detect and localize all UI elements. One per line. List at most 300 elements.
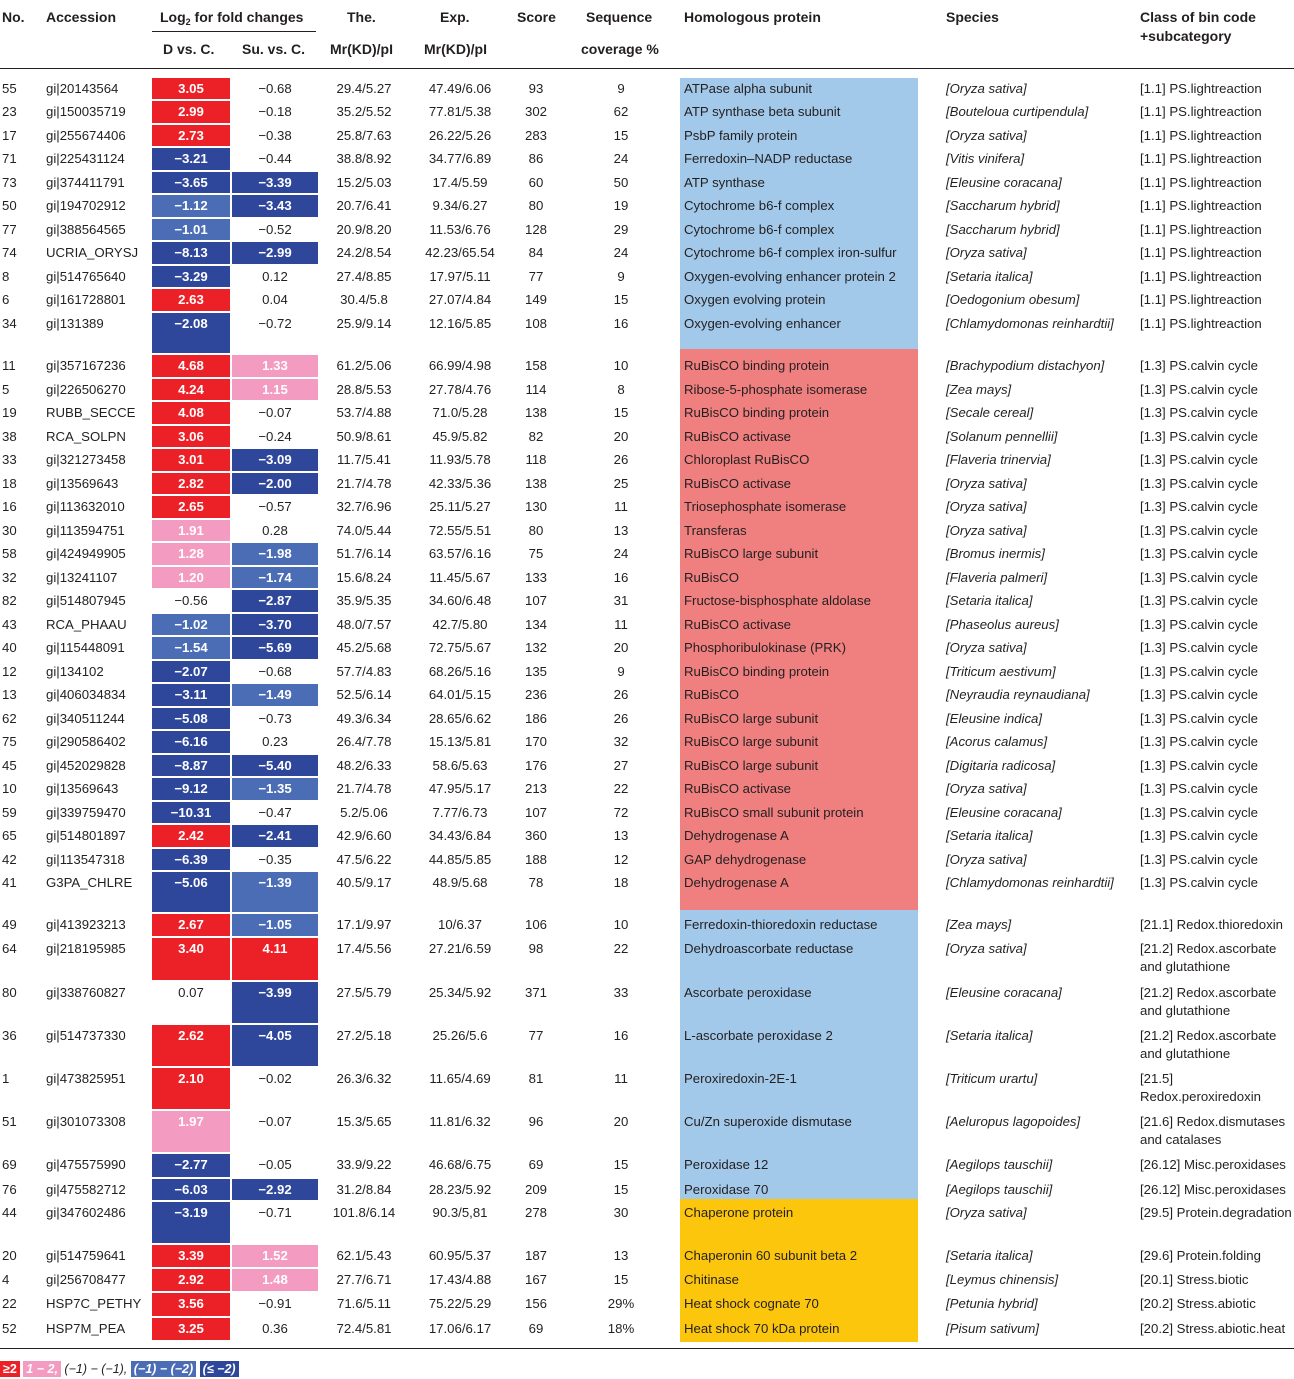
cell-cls: [1.1] PS.lightreaction <box>1140 316 1262 331</box>
cell-exp: 17.43/4.88 <box>428 1272 492 1287</box>
cell-no: 43 <box>2 617 17 632</box>
cell-d: −3.11 <box>152 684 230 706</box>
cell-cov: 15 <box>613 405 629 420</box>
cell-d: −3.65 <box>152 172 230 193</box>
cell-species: [Zea mays] <box>946 917 1012 932</box>
cell-species: [Bromus inermis] <box>946 546 1045 561</box>
cell-s: 0.28 <box>262 523 288 538</box>
cell-no: 19 <box>2 405 17 420</box>
cell-s: −0.38 <box>258 128 292 143</box>
cell-acc: HSP7C_PETHY <box>46 1296 142 1311</box>
cell-cls: [21.1] Redox.thioredoxin <box>1140 917 1283 932</box>
header-exp: Exp. <box>440 9 470 25</box>
cell-cls: [1.3] PS.calvin cycle <box>1140 711 1259 726</box>
cell-d: 1.28 <box>152 543 230 565</box>
cell-species: [Eleusine indica] <box>946 711 1043 726</box>
cell-exp: 72.75/5.67 <box>428 640 492 655</box>
cell-acc: gi|514759641 <box>46 1248 126 1263</box>
cell-cov: 15 <box>613 292 629 307</box>
cell-acc: gi|20143564 <box>46 81 119 96</box>
cell-cov: 62 <box>613 104 629 119</box>
cell-acc: gi|226506270 <box>46 382 126 397</box>
cell-no: 45 <box>2 758 17 773</box>
cell-score: 236 <box>524 687 547 702</box>
cell-protein: PsbP family protein <box>684 128 798 143</box>
cell-species: [Bouteloua curtipendula] <box>946 104 1089 119</box>
cell-exp: 75.22/5.29 <box>428 1296 492 1311</box>
cell-exp: 34.43/6.84 <box>428 828 492 843</box>
cell-species: [Triticum urartu] <box>946 1071 1038 1086</box>
cell-score: 93 <box>528 81 544 96</box>
cell-protein: RuBisCO activase <box>684 617 792 632</box>
cell-cov: 10 <box>613 917 629 932</box>
cell-d: 2.65 <box>152 496 230 518</box>
cell-s: −5.69 <box>232 637 318 659</box>
cell-protein: Ferredoxin–NADP reductase <box>684 151 853 166</box>
cell-score: 138 <box>524 405 547 420</box>
cell-protein: Fructose-bisphosphate aldolase <box>684 593 871 608</box>
cell-d: 2.10 <box>152 1068 230 1109</box>
cell-protein: Peroxidase 12 <box>684 1157 769 1172</box>
cell-exp: 66.99/4.98 <box>428 358 492 373</box>
cell-s: −1.98 <box>232 543 318 565</box>
cell-acc: gi|218195985 <box>46 941 126 956</box>
cell-cls: [1.3] PS.calvin cycle <box>1140 781 1259 796</box>
cell-score: 82 <box>528 429 544 444</box>
cell-cls: [1.3] PS.calvin cycle <box>1140 640 1259 655</box>
cell-species: [Chlamydomonas reinhardtii] <box>946 316 1114 331</box>
cell-species: [Setaria italica] <box>946 828 1033 843</box>
header-the-mr: Mr(KD)/pI <box>330 41 393 57</box>
cell-acc: gi|514737330 <box>46 1028 126 1043</box>
cell-s: −0.02 <box>258 1071 292 1086</box>
cell-the: 17.1/9.97 <box>336 917 392 932</box>
cell-exp: 47.95/5.17 <box>428 781 492 796</box>
cell-acc: gi|113547318 <box>46 852 125 867</box>
cell-cls: [1.1] PS.lightreaction <box>1140 198 1262 213</box>
cell-exp: 63.57/6.16 <box>428 546 492 561</box>
cell-score: 108 <box>524 316 547 331</box>
cell-no: 18 <box>2 476 17 491</box>
cell-the: 21.7/4.78 <box>336 476 392 491</box>
cell-s: −3.99 <box>232 982 318 1023</box>
cell-no: 20 <box>2 1248 17 1263</box>
cell-cov: 31 <box>613 593 629 608</box>
cell-s: −2.00 <box>232 473 318 494</box>
cell-d: −2.77 <box>152 1154 230 1177</box>
header-homologous: Homologous protein <box>684 9 821 25</box>
cell-cls: [1.1] PS.lightreaction <box>1140 245 1262 260</box>
cell-no: 82 <box>2 593 17 608</box>
cell-protein: RuBisCO large subunit <box>684 734 819 749</box>
cell-cls: [1.3] PS.calvin cycle <box>1140 734 1259 749</box>
cell-cov: 27 <box>613 758 629 773</box>
header-subcategory: +subcategory <box>1140 28 1232 44</box>
cell-s: −1.05 <box>232 914 318 936</box>
cell-no: 40 <box>2 640 17 655</box>
cell-cov: 18 <box>613 875 629 890</box>
cell-d: 2.92 <box>152 1269 230 1291</box>
header-score: Score <box>517 9 556 25</box>
cell-no: 65 <box>2 828 17 843</box>
cell-protein: Cytochrome b6-f complex <box>684 222 835 237</box>
cell-the: 53.7/4.88 <box>336 405 392 420</box>
cell-exp: 10/6.37 <box>438 917 482 932</box>
cell-d: −1.12 <box>152 195 230 217</box>
cell-d: −8.87 <box>152 755 230 776</box>
cell-d: 2.99 <box>152 101 230 123</box>
cell-cov: 26 <box>613 452 629 467</box>
cell-cov: 10 <box>613 358 629 373</box>
cell-species: [Neyraudia reynaudiana] <box>946 687 1090 702</box>
cell-acc: G3PA_CHLRE <box>46 875 133 890</box>
cell-species: [Oryza sativa] <box>946 781 1027 796</box>
cell-score: 167 <box>524 1272 547 1287</box>
cell-the: 15.3/5.65 <box>336 1114 392 1129</box>
cell-acc: gi|340511244 <box>46 711 125 726</box>
cell-acc: gi|338760827 <box>46 985 126 1000</box>
cell-cls: [1.1] PS.lightreaction <box>1140 104 1262 119</box>
cell-cov: 24 <box>613 151 629 166</box>
cell-cls: [1.3] PS.calvin cycle <box>1140 875 1259 890</box>
cell-acc: UCRIA_ORYSJ <box>46 245 139 260</box>
cell-cov: 20 <box>613 429 629 444</box>
cell-no: 55 <box>2 81 17 96</box>
cell-protein: Phosphoribulokinase (PRK) <box>684 640 846 655</box>
cell-protein: GAP dehydrogenase <box>684 852 807 867</box>
cell-cls: [1.3] PS.calvin cycle <box>1140 805 1259 820</box>
cell-d: −5.08 <box>152 708 230 729</box>
cell-acc: gi|301073308 <box>46 1114 126 1129</box>
cell-cls: [1.3] PS.calvin cycle <box>1140 664 1259 679</box>
cell-cov: 9 <box>617 81 625 96</box>
cell-no: 36 <box>2 1028 17 1043</box>
cell-cov: 13 <box>613 523 629 538</box>
cell-s: −0.35 <box>258 852 292 867</box>
cell-protein: Chloroplast RuBisCO <box>684 452 810 467</box>
cell-exp: 11.53/6.76 <box>429 222 491 237</box>
cell-score: 134 <box>524 617 547 632</box>
cell-d: −0.56 <box>174 593 208 608</box>
header-log2: Log$_2$ for fold changes <box>160 9 304 27</box>
cell-exp: 44.85/5.85 <box>428 852 492 867</box>
cell-score: 135 <box>524 664 547 679</box>
cell-cls: [1.1] PS.lightreaction <box>1140 269 1262 284</box>
cell-the: 71.6/5.11 <box>336 1296 392 1311</box>
cell-protein: RuBisCO <box>684 687 739 702</box>
cell-no: 71 <box>2 151 17 166</box>
header-su-vs-c: Su. vs. C. <box>242 41 306 57</box>
cell-cls: [1.3] PS.calvin cycle <box>1140 382 1259 397</box>
cell-s: −0.47 <box>258 805 292 820</box>
cell-exp: 11.45/5.67 <box>429 570 491 585</box>
cell-protein: Transferas <box>684 523 747 538</box>
cell-no: 44 <box>2 1205 17 1220</box>
cell-acc: gi|475575990 <box>46 1157 126 1172</box>
cell-score: 80 <box>528 523 544 538</box>
cell-score: 176 <box>524 758 547 773</box>
cell-acc: gi|290586402 <box>46 734 126 749</box>
cell-species: [Phaseolus aureus] <box>946 617 1059 632</box>
cell-protein: Triosephosphate isomerase <box>684 499 847 514</box>
cell-no: 74 <box>2 245 17 260</box>
header-class: Class of bin code <box>1140 9 1256 25</box>
cell-exp: 9.34/6.27 <box>432 198 488 213</box>
cell-d: −2.08 <box>152 313 230 353</box>
cell-exp: 72.55/5.51 <box>428 523 492 538</box>
cell-d: 1.91 <box>152 520 230 541</box>
cell-the: 45.2/5.68 <box>336 640 392 655</box>
cell-the: 31.2/8.84 <box>336 1182 392 1197</box>
cell-s: −3.43 <box>232 195 318 217</box>
cell-no: 69 <box>2 1157 17 1172</box>
cell-the: 26.4/7.78 <box>336 734 392 749</box>
cell-cov: 50 <box>613 175 629 190</box>
cell-species: [Solanum pennellii] <box>946 429 1058 444</box>
cell-acc: gi|13569643 <box>46 781 119 796</box>
cell-score: 69 <box>528 1321 544 1336</box>
cell-protein: Ribose-5-phosphate isomerase <box>684 382 868 397</box>
cell-protein: RuBisCO binding protein <box>684 664 830 679</box>
cell-protein: RuBisCO large subunit <box>684 758 819 773</box>
cell-cov: 33 <box>613 985 629 1000</box>
cell-protein: RuBisCO <box>684 570 739 585</box>
cell-the: 28.8/5.53 <box>336 382 392 397</box>
cell-exp: 15.13/5.81 <box>428 734 492 749</box>
cell-d: 1.97 <box>152 1111 230 1152</box>
cell-cov: 22 <box>613 941 629 956</box>
cell-the: 26.3/6.32 <box>336 1071 392 1086</box>
cell-cov: 9 <box>617 664 625 679</box>
cell-cov: 13 <box>613 1248 629 1263</box>
cell-acc: gi|113632010 <box>46 499 125 514</box>
cell-cls: [20.1] Stress.biotic <box>1140 1272 1249 1287</box>
cell-species: [Aegilops tauschii] <box>946 1182 1053 1197</box>
cell-protein: ATP synthase beta subunit <box>684 104 841 119</box>
cell-protein: RuBisCO binding protein <box>684 405 830 420</box>
cell-protein: Oxygen-evolving enhancer <box>684 316 841 331</box>
cell-acc: gi|347602486 <box>46 1205 126 1220</box>
cell-d: −3.19 <box>152 1202 230 1243</box>
cell-cov: 12 <box>613 852 629 867</box>
cell-score: 158 <box>524 358 547 373</box>
cell-cov: 20 <box>613 1114 629 1129</box>
cell-protein: Chitinase <box>684 1272 739 1287</box>
cell-d: −2.07 <box>152 661 230 682</box>
cell-no: 75 <box>2 734 17 749</box>
cell-no: 58 <box>2 546 17 561</box>
header-no: No. <box>2 9 25 25</box>
cell-exp: 71.0/5.28 <box>432 405 488 420</box>
cell-exp: 11.65/4.69 <box>429 1071 491 1086</box>
cell-s: 1.48 <box>232 1269 318 1291</box>
cell-species: [Saccharum hybrid] <box>946 222 1060 237</box>
cell-exp: 12.16/5.85 <box>428 316 492 331</box>
cell-score: 133 <box>524 570 547 585</box>
cell-exp: 25.26/5.6 <box>432 1028 488 1043</box>
cell-d: −6.39 <box>152 849 230 870</box>
cell-s: −2.99 <box>232 242 318 264</box>
cell-acc: gi|339759470 <box>46 805 126 820</box>
cell-cls: [1.1] PS.lightreaction <box>1140 292 1262 307</box>
cell-cls: [1.3] PS.calvin cycle <box>1140 593 1259 608</box>
cell-no: 64 <box>2 941 17 956</box>
cell-protein: Chaperonin 60 subunit beta 2 <box>684 1248 858 1263</box>
cell-acc: gi|113594751 <box>46 523 125 538</box>
cell-cls: [29.6] Protein.folding <box>1140 1248 1261 1263</box>
cell-species: [Pisum sativum] <box>946 1321 1040 1336</box>
cell-cls: [1.1] PS.lightreaction <box>1140 175 1262 190</box>
cell-cov: 25 <box>613 476 629 491</box>
cell-score: 107 <box>524 805 547 820</box>
cell-s: 0.04 <box>262 292 288 307</box>
cell-s: −3.39 <box>232 172 318 193</box>
header-rule <box>0 68 1294 69</box>
cell-cov: 30 <box>613 1205 629 1220</box>
cell-s: 0.36 <box>262 1321 288 1336</box>
cell-no: 76 <box>2 1182 17 1197</box>
cell-cls: [21.2] Redox.ascorbate and glutathione <box>1140 1028 1277 1061</box>
cell-cov: 9 <box>617 269 625 284</box>
cell-no: 10 <box>2 781 17 796</box>
cell-score: 98 <box>528 941 544 956</box>
cell-the: 61.2/5.06 <box>336 358 392 373</box>
cell-s: −3.09 <box>232 449 318 471</box>
cell-d: 2.63 <box>152 289 230 311</box>
cell-acc: gi|514765640 <box>46 269 126 284</box>
cell-species: [Oryza sativa] <box>946 128 1027 143</box>
cell-cov: 15 <box>613 128 629 143</box>
cell-the: 38.8/8.92 <box>336 151 392 166</box>
cell-score: 75 <box>528 546 544 561</box>
cell-cls: [26.12] Misc.peroxidases <box>1140 1182 1286 1197</box>
cell-protein: Ascorbate peroxidase <box>684 985 812 1000</box>
cell-the: 35.9/5.35 <box>336 593 392 608</box>
cell-species: [Secale cereal] <box>946 405 1034 420</box>
cell-cov: 29% <box>607 1296 635 1311</box>
cell-the: 27.5/5.79 <box>336 985 392 1000</box>
cell-protein: Cu/Zn superoxide dismutase <box>684 1114 852 1129</box>
cell-species: [Brachypodium distachyon] <box>946 358 1105 373</box>
cell-no: 17 <box>2 128 17 143</box>
cell-s: −3.70 <box>232 614 318 635</box>
cell-score: 77 <box>528 1028 544 1043</box>
cell-no: 5 <box>2 382 10 397</box>
legend-red: ≥2 <box>0 1361 20 1377</box>
cell-score: 69 <box>528 1157 544 1172</box>
cell-exp: 34.77/6.89 <box>428 151 492 166</box>
cell-species: [Oryza sativa] <box>946 640 1027 655</box>
cell-cls: [1.3] PS.calvin cycle <box>1140 546 1259 561</box>
cell-acc: gi|321273458 <box>46 452 126 467</box>
cell-cov: 13 <box>613 828 629 843</box>
cell-score: 138 <box>524 476 547 491</box>
cell-s: −0.07 <box>258 1114 292 1129</box>
cell-score: 130 <box>524 499 547 514</box>
cell-d: −6.16 <box>152 731 230 753</box>
cell-exp: 7.77/6.73 <box>432 805 488 820</box>
cell-cov: 72 <box>613 805 629 820</box>
cell-cls: [21.5] Redox.peroxiredoxin <box>1140 1071 1261 1104</box>
cell-no: 6 <box>2 292 10 307</box>
cell-protein: RuBisCO activase <box>684 476 792 491</box>
legend-mid-blue: (−1) − (−2) <box>131 1361 196 1377</box>
cell-exp: 45.9/5.82 <box>432 429 488 444</box>
cell-d: 4.68 <box>152 355 230 377</box>
cell-acc: RCA_SOLPN <box>46 429 126 444</box>
cell-the: 48.0/7.57 <box>336 617 392 632</box>
cell-no: 12 <box>2 664 17 679</box>
cell-no: 52 <box>2 1321 17 1336</box>
cell-score: 209 <box>524 1182 547 1197</box>
cell-acc: gi|134102 <box>46 664 104 679</box>
cell-no: 42 <box>2 852 17 867</box>
cell-cov: 16 <box>613 316 629 331</box>
cell-species: [Setaria italica] <box>946 1248 1033 1263</box>
cell-protein: Oxygen-evolving enhancer protein 2 <box>684 269 896 284</box>
cell-protein: Ferredoxin-thioredoxin reductase <box>684 917 878 932</box>
cell-the: 47.5/6.22 <box>336 852 392 867</box>
cell-s: 1.15 <box>232 379 318 400</box>
cell-species: [Oedogonium obesum] <box>946 292 1080 307</box>
cell-no: 73 <box>2 175 17 190</box>
cell-d: −3.29 <box>152 266 230 287</box>
cell-acc: gi|357167236 <box>46 358 126 373</box>
cell-s: −0.44 <box>258 151 292 166</box>
cell-no: 16 <box>2 499 17 514</box>
cell-cov: 11 <box>614 617 628 632</box>
cell-species: [Eleusine coracana] <box>946 175 1062 190</box>
cell-species: [Triticum aestivum] <box>946 664 1056 679</box>
cell-acc: RCA_PHAAU <box>46 617 127 632</box>
cell-score: 283 <box>524 128 547 143</box>
cell-the: 27.7/6.71 <box>336 1272 392 1287</box>
cell-cov: 15 <box>613 1157 629 1172</box>
cell-species: [Oryza sativa] <box>946 852 1027 867</box>
cell-species: [Leymus chinensis] <box>946 1272 1059 1287</box>
cell-d: −1.54 <box>152 637 230 659</box>
cell-exp: 27.78/4.76 <box>428 382 492 397</box>
cell-cov: 16 <box>613 570 629 585</box>
cell-d: 3.05 <box>152 78 230 99</box>
cell-species: [Oryza sativa] <box>946 941 1027 956</box>
cell-exp: 34.60/6.48 <box>428 593 492 608</box>
cell-exp: 25.11/5.27 <box>429 499 491 514</box>
cell-no: 4 <box>2 1272 10 1287</box>
cell-exp: 47.49/6.06 <box>428 81 492 96</box>
cell-s: −0.24 <box>258 429 292 444</box>
cell-species: [Chlamydomonas reinhardtii] <box>946 875 1114 890</box>
cell-acc: gi|406034834 <box>46 687 126 702</box>
cell-s: −5.40 <box>232 755 318 776</box>
cell-cov: 26 <box>613 687 629 702</box>
cell-cls: [1.3] PS.calvin cycle <box>1140 523 1259 538</box>
cell-cov: 15 <box>613 1182 629 1197</box>
cell-s: −1.74 <box>232 567 318 588</box>
cell-acc: gi|131389 <box>46 316 104 331</box>
cell-cls: [1.3] PS.calvin cycle <box>1140 687 1259 702</box>
cell-exp: 27.07/4.84 <box>428 292 492 307</box>
header-d-vs-c: D vs. C. <box>163 41 215 57</box>
cell-the: 32.7/6.96 <box>336 499 392 514</box>
cell-the: 33.9/9.22 <box>336 1157 392 1172</box>
cell-no: 41 <box>2 875 17 890</box>
cell-cls: [1.3] PS.calvin cycle <box>1140 405 1259 420</box>
cell-the: 35.2/5.52 <box>336 104 392 119</box>
cell-species: [Saccharum hybrid] <box>946 198 1060 213</box>
cell-score: 186 <box>524 711 547 726</box>
cell-d: −10.31 <box>152 802 230 823</box>
